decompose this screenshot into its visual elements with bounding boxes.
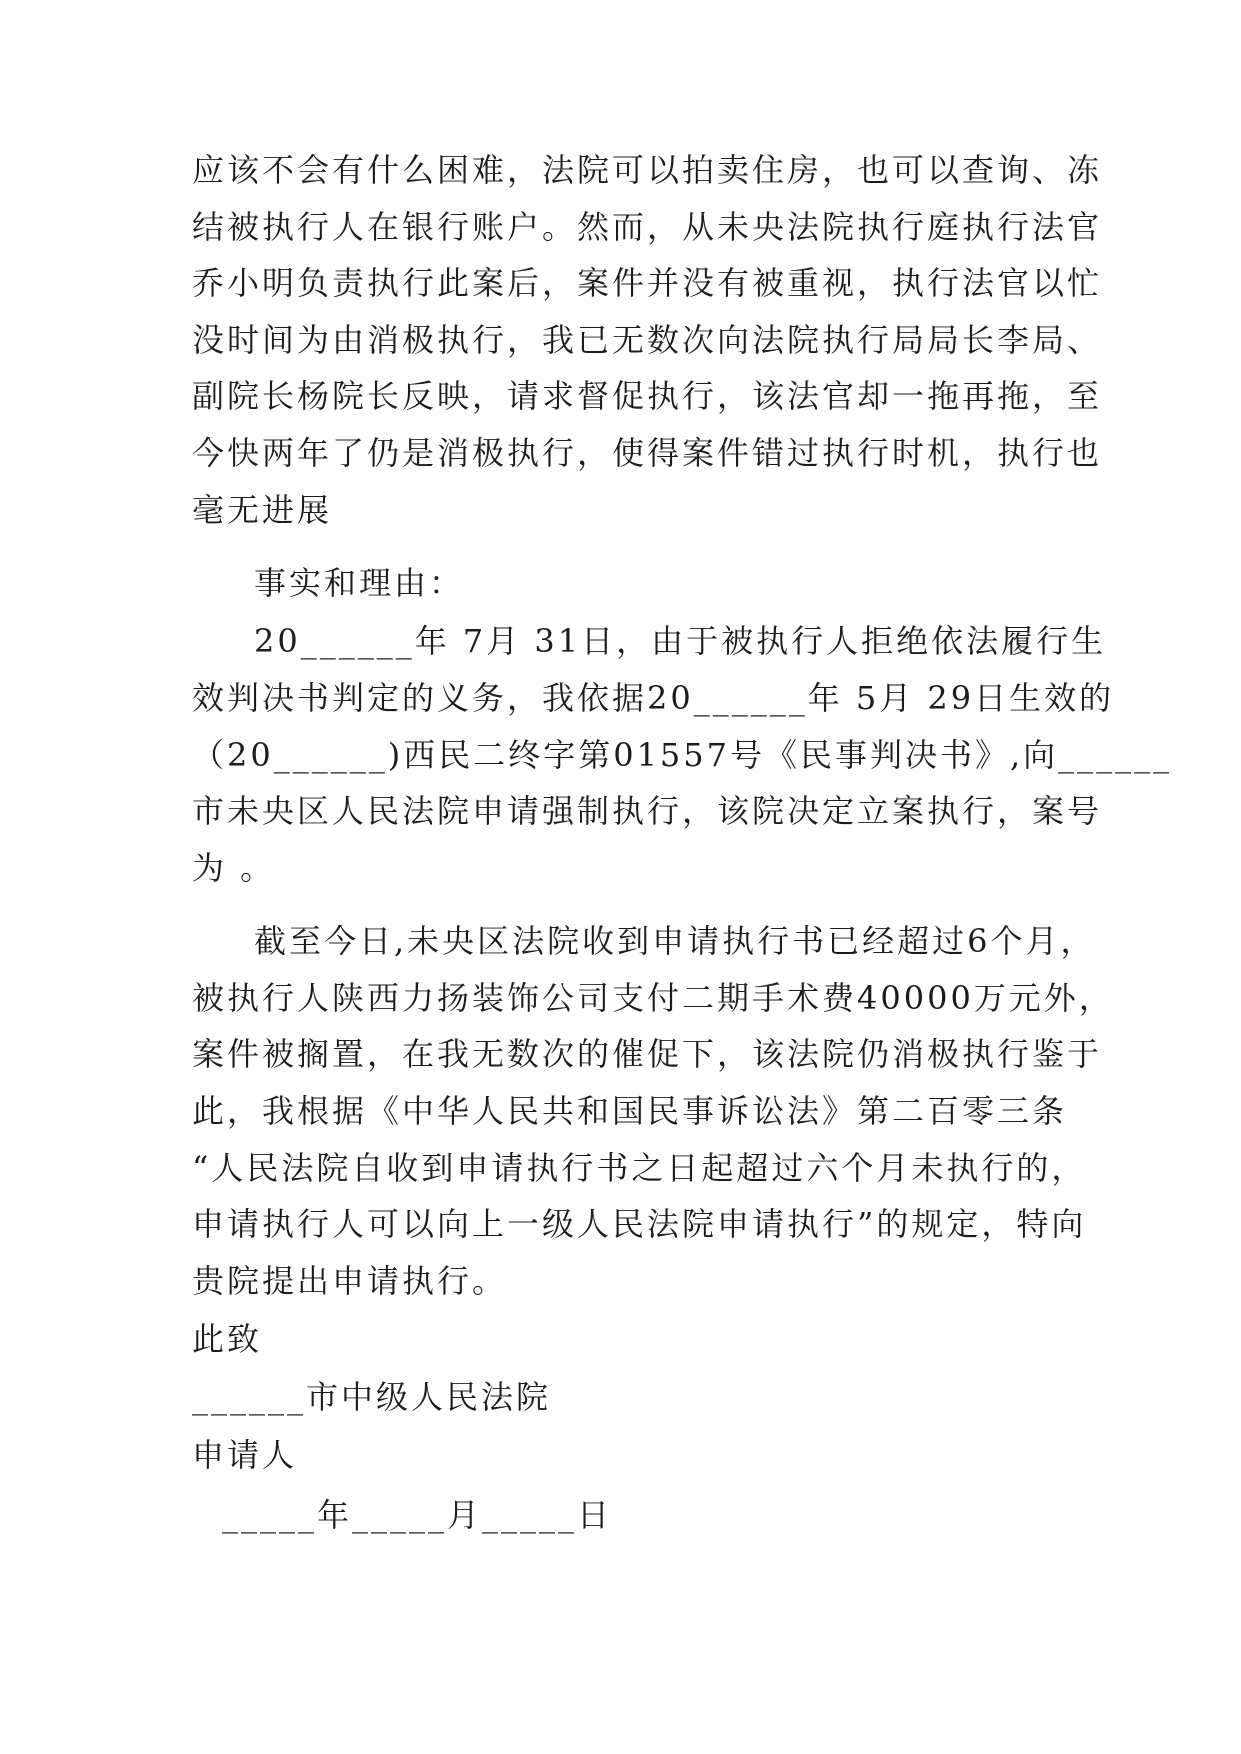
closing-salutation: 此致 — [192, 1320, 263, 1358]
paragraph-line: 副院长杨院长反映，请求督促执行，该法官却一拖再拖，至 — [192, 377, 1103, 415]
paragraph-line: 贵院提出申请执行。 — [192, 1262, 508, 1300]
paragraph-line: （20______)西民二终字第01557号《民事判决书》,向______ — [192, 736, 1173, 774]
paragraph-line: 案件被搁置，在我无数次的催促下，该法院仍消极执行鉴于 — [192, 1035, 1103, 1073]
paragraph-line: 没时间为由消极执行，我已无数次向法院执行局局长李局、 — [192, 321, 1103, 359]
paragraph-line: 毫无进展 — [192, 491, 333, 529]
paragraph-line: 申请执行人可以向上一级人民法院申请执行”的规定，特向 — [192, 1205, 1087, 1243]
applicant-label: 申请人 — [192, 1436, 298, 1474]
paragraph-line: 结被执行人在银行账户。然而，从未央法院执行庭执行法官 — [192, 208, 1103, 246]
date-line: _____年_____月_____日 — [222, 1496, 613, 1534]
paragraph-line: 截至今日,未央区法院收到申请执行书已经超过6个月， — [254, 922, 1096, 960]
paragraph-line: 20______年 7月 31日，由于被执行人拒绝依法履行生 — [254, 622, 1107, 660]
paragraph-line: 此，我根据《中华人民共和国民事诉讼法》第二百零三条 — [192, 1092, 1068, 1130]
paragraph-line: 今快两年了仍是消极执行，使得案件错过执行时机，执行也 — [192, 434, 1103, 472]
paragraph-line: 效判决书判定的义务，我依据20______年 5月 29日生效的 — [192, 679, 1115, 717]
recipient-court: ______市中级人民法院 — [192, 1378, 552, 1416]
section-heading: 事实和理由： — [254, 564, 465, 602]
paragraph-line: 乔小明负责执行此案后，案件并没有被重视，执行法官以忙 — [192, 264, 1103, 302]
paragraph-line: 为 。 — [192, 849, 276, 887]
paragraph-line: 市未央区人民法院申请强制执行，该院决定立案执行，案号 — [192, 792, 1103, 830]
paragraph-line: 应该不会有什么困难，法院可以拍卖住房，也可以查询、冻 — [192, 151, 1103, 189]
paragraph-line: 被执行人陕西力扬装饰公司支付二期手术费40000万元外， — [192, 979, 1114, 1017]
paragraph-line: “人民法院自收到申请执行书之日起超过六个月未执行的， — [192, 1149, 1087, 1187]
